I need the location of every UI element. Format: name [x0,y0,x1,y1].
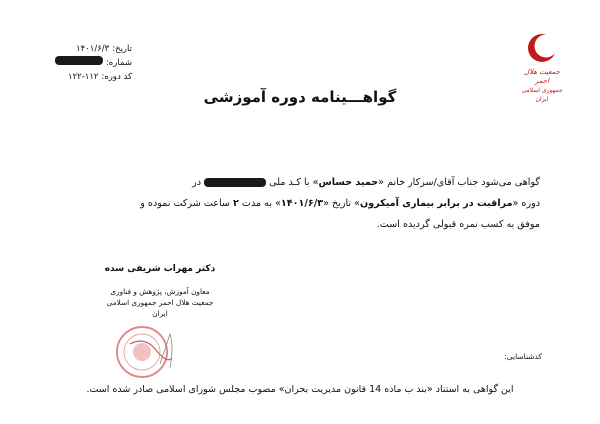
course-code-label: کد دوره: [101,72,132,82]
body-line-2 [50,193,540,214]
number-label: شماره: [105,58,132,68]
date-value: ۱۴۰۱/۶/۳ [76,44,110,54]
course-date: ۱۴۰۱/۶/۳ [280,198,324,209]
red-crescent-icon [526,32,558,64]
body-text-2b: » تاریخ « [323,198,361,209]
signatory-role-line2: جمعیت هلال احمر جمهوری اسلامی ایران [106,298,214,318]
body-line-3: موفق به کسب نمره قبولی گردیده است. [376,219,540,230]
meta-course-code-row [52,70,132,84]
meta-number-row [52,56,132,70]
course-code-value: ۱۲۲-۱۱۲ [68,72,99,82]
legal-footer: این گواهی به استناد «بند ب ماده 14 قانون مدیریت بحران» مصوب مجلس شورای اسلامی صادر شده است. [86,384,514,395]
body-text-2d: ساعت شرکت نموده و [140,198,230,209]
certificate-meta [52,42,132,84]
course-hours: ۲ [233,198,239,209]
recipient-name: حمید حساس [318,177,379,188]
date-label: تاریخ: [112,44,132,54]
body-text-1a: گواهی می‌شود جناب آقای/سرکار خانم « [378,177,540,188]
redacted-national-id [204,178,266,187]
course-name: مراقبت در برابر بیماری آمیکرون [360,198,513,209]
signatory-block [100,264,220,319]
body-text-2a: دوره « [512,198,540,209]
body-text-1c: در [192,177,202,188]
certificate-body [50,172,540,235]
body-text-1b: » با کـد ملی [269,177,319,188]
body-line-1 [50,172,540,193]
body-text-2c: » به مدت [241,198,281,209]
certificate-title: گواهـــینامه دوره آموزشی [203,88,397,106]
official-stamp-icon [100,316,190,386]
meta-date-row [52,42,132,56]
org-name-line2: جمهوری اسلامی ایران [521,87,563,103]
redacted-number [55,56,103,65]
signatory-name: دکتر مهراب شریفی سده [104,264,216,274]
org-name-line1: جمعیت هلال احمر [524,68,560,85]
identification-code-label: کدشناسایی: [504,352,542,361]
signatory-role-line1: معاون آموزش، پژوهش و فناوری [110,287,210,296]
